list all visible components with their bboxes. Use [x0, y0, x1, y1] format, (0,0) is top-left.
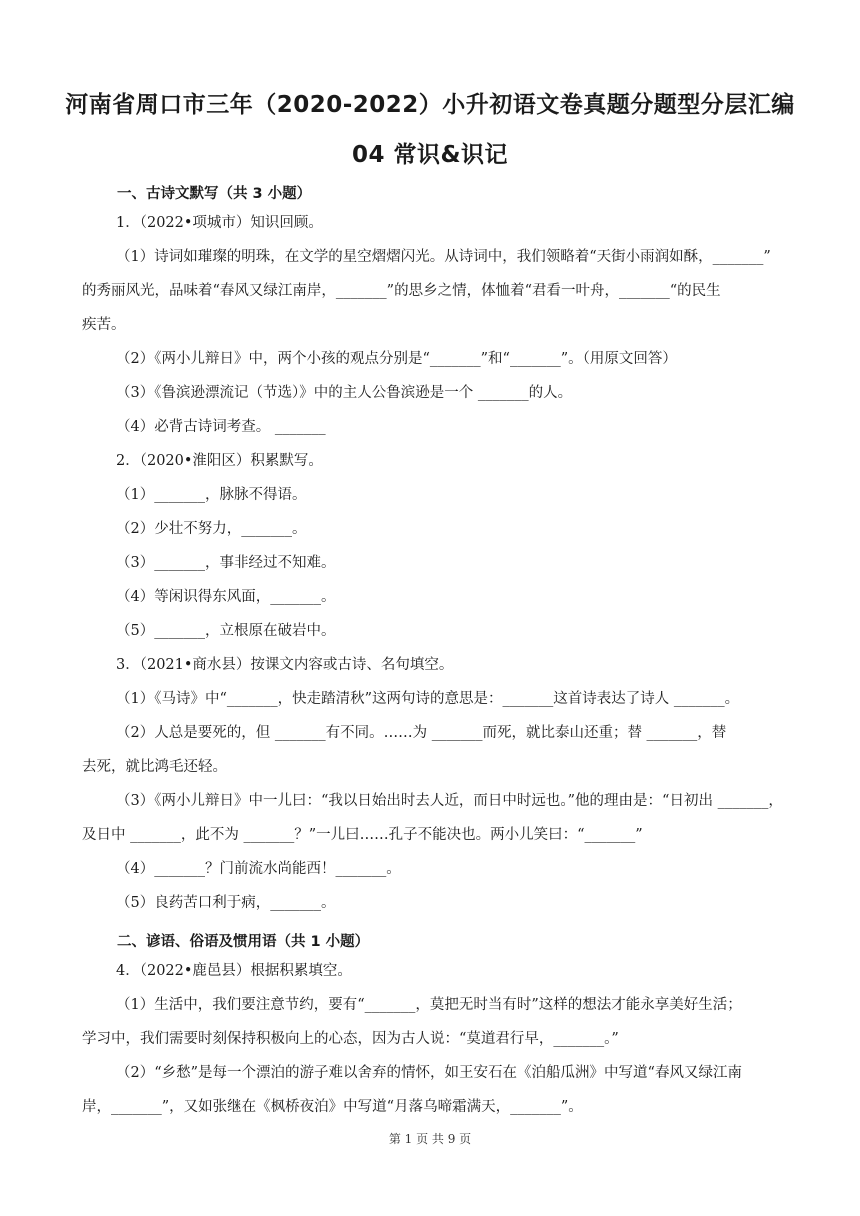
question-4-part-1: （1）生活中，我们要注意节约，要有“_______，莫把无时当有时”这样的想法才能永享美好生活； [116, 997, 742, 1013]
question-1-part-2: （2）《两小儿辩日》中，两个小孩的观点分别是“_______”和“_______”。（用原文回答） [116, 351, 677, 367]
question-3-part-1: （1）《马诗》中“_______，快走踏清秋”这两句诗的意思是：_______这首诗表达了诗人 _______。 [116, 691, 740, 707]
question-4-stem: 4．（2022•鹿邑县）根据积累填空。 [116, 963, 352, 979]
question-1-stem: 1．（2022•项城市）知识回顾。 [116, 215, 323, 231]
question-4-part-2: （2）“乡愁”是每一个漂泊的游子难以舍弃的情怀，如王安石在《泊船瓜洲》中写道“春风又绿江南 [116, 1065, 742, 1081]
document-subtitle: 04 常识&识记 [351, 142, 509, 168]
section-heading-proverbs: 二、谚语、俗语及惯用语（共 1 小题） [117, 934, 370, 950]
question-2-stem: 2．（2020•淮阳区）积累默写。 [116, 453, 323, 469]
question-3-stem: 3．（2021•商水县）按课文内容或古诗、名句填空。 [116, 657, 454, 673]
question-2-part-2: （2）少壮不努力，_______。 [116, 521, 307, 537]
question-1-part-4: （4）必背古诗词考查。 _______ [116, 419, 326, 435]
question-3-part-4: （4）_______？门前流水尚能西！_______。 [116, 861, 401, 877]
question-3-part-2-cont: 去死，就比鸿毛还轻。 [82, 759, 227, 775]
question-1-part-1-cont: 疾苦。 [82, 317, 126, 333]
question-1-part-3: （3）《鲁滨逊漂流记（节选）》中的主人公鲁滨逊是一个 _______的人。 [116, 385, 573, 401]
page-footer: 第 1 页 共 9 页 [388, 1132, 472, 1146]
question-4-part-1-cont: 学习中，我们需要时刻保持积极向上的心态，因为古人说：“莫道君行早，_______。” [82, 1031, 619, 1047]
question-3-part-5: （5）良药苦口利于病，_______。 [116, 895, 336, 911]
question-2-part-1: （1）_______，脉脉不得语。 [116, 487, 307, 503]
section-heading-poetry: 一、古诗文默写（共 3 小题） [117, 186, 312, 202]
question-1-part-1: （1）诗词如璀璨的明珠，在文学的星空熠熠闪光。从诗词中，我们领略着“天街小雨润如酥，_______” [116, 249, 771, 265]
question-4-part-2-cont: 岸，_______”，又如张继在《枫桥夜泊》中写道“月落乌啼霜满天，_______”。 [82, 1099, 583, 1115]
question-2-part-3: （3）_______，事非经过不知难。 [116, 555, 336, 571]
question-3-part-2: （2）人总是要死的，但 _______有不同。……为 _______而死，就比泰山还重；替 _______，替 [116, 725, 727, 741]
question-1-part-1-cont: 的秀丽风光，品味着“春风又绿江南岸，_______”的思乡之情，体恤着“君看一叶舟，_______“的民生 [82, 283, 721, 299]
question-2-part-4: （4）等闲识得东风面，_______。 [116, 589, 336, 605]
question-3-part-3: （3）《两小儿辩日》中一儿曰：“我以日始出时去人近，而日中时远也。”他的理由是：“日初出 _______， [116, 793, 783, 809]
document-title: 河南省周口市三年（2020-2022）小升初语文卷真题分题型分层汇编 [65, 92, 795, 118]
question-2-part-5: （5）_______，立根原在破岩中。 [116, 623, 336, 639]
question-3-part-3-cont: 及日中 _______，此不为 _______？”一儿曰……孔子不能决也。两小儿笑曰：“_______” [82, 827, 643, 843]
